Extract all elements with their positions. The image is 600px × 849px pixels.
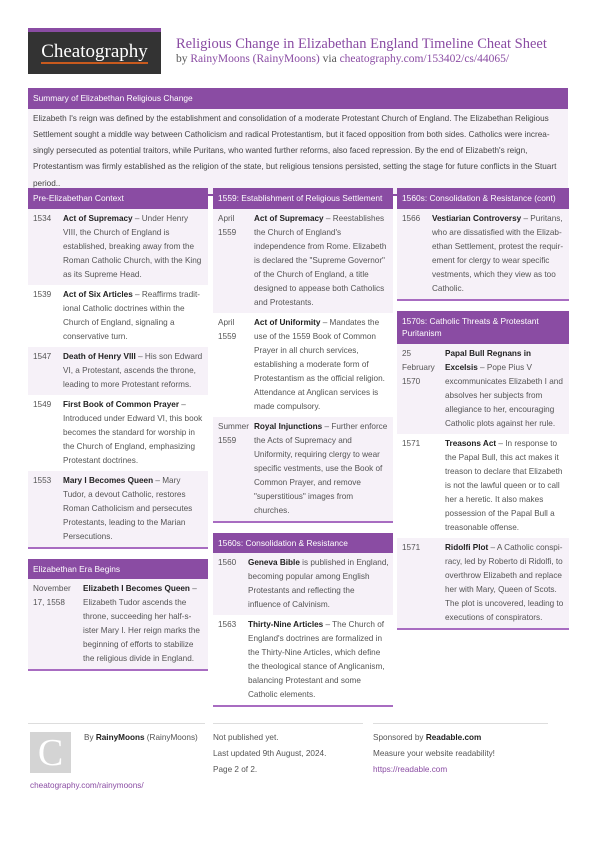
timeline-row	[213, 209, 393, 313]
row-desc	[254, 420, 393, 518]
timeline-row	[397, 209, 569, 299]
author-link[interactable]: RainyMoons (RainyMoons)	[190, 53, 320, 65]
section-elizabethan-era-begins	[28, 559, 208, 672]
sponsor-link[interactable]: https://readable.com	[373, 765, 448, 774]
author-handle: (RainyMoons)	[144, 733, 198, 742]
row-date: 1549	[33, 399, 52, 409]
row-text: – Pope Pius V excommunicates Elizabeth I and absolves her subjects from allegiance to her, encouraging Catholic plots against her rule.	[445, 362, 563, 428]
row-term: Vestiarian Controversy	[432, 213, 522, 223]
summary-body: Elizabeth I's reign was defined by the establishment and consolidation of a moderate Protestant Church of England. The Elizabethan Religious Settlement sought a middle way between Catholicism and radical Protestantism, but it faced opposition from both sides. Catholics were increasingly persecuted as potential traitors, while Puritans, who wanted further reforms, also faced repression. By the end of Elizabeth's reign, Protestantism was firmly established as the religion of the state, but religious tensions persisted, setting the stage for future conflicts in the Stuart period..	[28, 109, 568, 196]
section-1560s-consolidation-cont	[397, 188, 569, 301]
row-date: November 17, 1558	[33, 584, 71, 607]
column-2	[213, 188, 393, 717]
last-updated: Last updated 9th August, 2024.	[213, 749, 327, 758]
row-date: 1560	[218, 558, 237, 567]
row-desc	[445, 541, 569, 625]
sponsor-name: Readable.com	[425, 733, 482, 742]
author-name-link[interactable]: RainyMoons	[95, 733, 145, 742]
section-1560s-consolidation	[213, 533, 393, 708]
row-text: – Under Henry VIII, the Church of England is established, breaking away from the Roman Catholic Church, with the King as its Supreme Head.	[63, 213, 202, 279]
row-term: Mary I Becomes Queen	[63, 475, 154, 485]
sponsor-line	[373, 730, 548, 746]
row-date: 1566	[402, 213, 421, 223]
row-text: – Further enforce the Acts of Supremacy and Uniformity, requiring clergy to wear specific vestments, use the Book of Common Prayer, and remove "superstitious" images from churches.	[254, 421, 388, 515]
row-term: Royal Injunctions	[254, 421, 323, 431]
row-term: First Book of Common Prayer	[63, 399, 180, 409]
section-title: 1560s: Consolidation & Resistance (cont)	[397, 188, 569, 209]
timeline-row	[397, 538, 569, 628]
row-term: Thirty-Nine Articles	[248, 620, 324, 629]
row-term: Elizabeth I Becomes Queen	[83, 584, 190, 593]
byline	[176, 53, 509, 65]
row-desc	[83, 582, 208, 666]
row-text: – In response to the Papal Bull, this act makes it treason to declare that Elizabeth is not the lawful queen or to call her a heretic. It also makes possession of the Papal Bull a treasonable offense.	[445, 438, 563, 532]
section-title: 1559: Establishment of Religious Settlement	[213, 188, 393, 209]
footer-author	[28, 723, 205, 793]
row-desc	[63, 398, 208, 468]
sponsor-tagline: Measure your website readability!	[373, 749, 495, 758]
row-text: – The Church of England's doctrines are formalized in the Thirty-Nine Articles, which define the theological stance of Anglicanism, balancing Protestant and some Catholic elements.	[248, 620, 385, 699]
row-text: – Elizabeth Tudor ascends the throne, succeeding her half-sister Mary I. Her reign marks the beginning of efforts to stabilize the religious divide in England.	[83, 584, 200, 663]
row-date: 1553	[33, 475, 52, 485]
timeline-row	[28, 579, 208, 669]
row-desc	[445, 437, 569, 535]
row-term: Death of Henry VIII	[63, 351, 136, 361]
row-term: Geneva Bible	[248, 558, 300, 567]
row-desc	[63, 212, 208, 282]
section-title: 1570s: Catholic Threats & Protestant Puritanism	[397, 311, 569, 344]
row-text: – Introduced under Edward VI, this book becomes the standard for worship in the Church of England, emphasizing Protestant doctrines.	[63, 399, 203, 465]
section-title: Elizabethan Era Begins	[28, 559, 208, 580]
row-date: 1539	[33, 289, 52, 299]
row-term: Treasons Act	[445, 438, 497, 448]
row-term: Act of Six Articles	[63, 289, 133, 299]
row-date: 1563	[218, 620, 237, 629]
row-desc	[254, 212, 393, 310]
cheatography-logo[interactable]	[28, 28, 161, 74]
section-title: 1560s: Consolidation & Resistance	[213, 533, 393, 554]
row-text: – Puritans, who are dissatisfied with the Elizabethan Settlement, protest the requirement for clergy to wear specific vestments, which they view as too Catholic.	[432, 213, 564, 293]
row-term: Papal Bull Regnans in Excelsis	[445, 348, 531, 372]
by-prefix: by	[176, 53, 188, 65]
row-text: – Mary Tudor, a devout Catholic, restores Roman Catholicism and persecutes Protestants, leading to the Marian Persecutions.	[63, 475, 193, 541]
row-text: is published in England, becoming popular among English Protestants and reflecting the influence of Calvinism.	[248, 558, 389, 609]
timeline-row	[397, 434, 569, 538]
by-prefix: By	[84, 733, 96, 742]
published-status: Not published yet.	[213, 733, 279, 742]
row-text: – Mandates the use of the 1559 Book of Common Prayer in all church services, establishing a moderate form of Protestantism as the official religion. Attendance at Anglican services is made compulsory.	[254, 317, 385, 411]
row-date: 1571	[402, 542, 421, 552]
timeline-row	[28, 209, 208, 285]
section-title: Pre-Elizabethan Context	[28, 188, 208, 209]
row-text: – A Catholic conspiracy, led by Roberto di Ridolfi, to overthrow Elizabeth and replace her with Mary, Queen of Scots. The plot is uncovered, leading to executions of conspirators.	[445, 542, 564, 622]
page-number: Page 2 of 2.	[213, 765, 258, 774]
avatar[interactable]: C	[30, 732, 71, 773]
summary-title: Summary of Elizabethan Religious Change	[28, 88, 568, 109]
page-title[interactable]: Religious Change in Elizabethan England Timeline Cheat Sheet	[176, 36, 547, 52]
author-credit	[84, 730, 198, 746]
row-desc	[63, 288, 208, 344]
row-date: April 1559	[218, 213, 237, 237]
row-date: 25 February 1570	[402, 348, 435, 386]
profile-link[interactable]: cheatography.com/rainymoons/	[30, 781, 144, 790]
row-text: – His son Edward VI, a Protestant, ascends the throne, leading to more Protestant reforms.	[63, 351, 203, 389]
row-desc	[63, 350, 208, 392]
sheet-url-link[interactable]: cheatography.com/153402/cs/44065/	[339, 53, 510, 65]
timeline-row	[397, 344, 569, 434]
row-desc	[254, 316, 393, 414]
timeline-row	[213, 417, 393, 521]
timeline-row	[28, 347, 208, 395]
row-term: Act of Uniformity	[254, 317, 321, 327]
row-date: 1534	[33, 213, 52, 223]
row-desc	[432, 212, 569, 296]
sponsor-prefix: Sponsored by	[373, 733, 426, 742]
footer-sponsor	[373, 723, 548, 778]
row-date: 1547	[33, 351, 52, 361]
row-term: Ridolfi Plot	[445, 542, 489, 552]
section-1559-settlement	[213, 188, 393, 523]
row-text: – Reaffirms traditional Catholic doctrines within the Church of England, signaling a conservative turn.	[63, 289, 200, 341]
row-date: April 1559	[218, 317, 237, 341]
row-date: Summer 1559	[218, 421, 249, 445]
section-pre-elizabethan	[28, 188, 208, 549]
row-desc	[248, 556, 393, 612]
footer-meta	[213, 723, 363, 778]
timeline-row	[213, 615, 393, 705]
timeline-row	[213, 313, 393, 417]
summary-section	[28, 88, 568, 196]
row-date: 1571	[402, 438, 421, 448]
page-header	[28, 28, 568, 74]
row-term: Act of Supremacy	[63, 213, 133, 223]
column-1	[28, 188, 208, 681]
row-desc	[248, 618, 393, 702]
timeline-row	[28, 285, 208, 347]
row-term: Act of Supremacy	[254, 213, 324, 223]
logo-text: Cheatography	[41, 41, 148, 62]
via-text: via	[322, 53, 337, 65]
timeline-row	[213, 553, 393, 615]
row-text: – Reestablishes the Church of England's independence from Rome. Elizabeth is declared the "Supreme Governor" of the Church of England, a title designed to appease both Catholics and Protestants.	[254, 213, 387, 307]
timeline-row	[28, 395, 208, 471]
section-1570s-catholic-threats	[397, 311, 569, 630]
timeline-row	[28, 471, 208, 547]
row-desc	[445, 347, 569, 431]
row-desc	[63, 474, 208, 544]
column-3	[397, 188, 569, 640]
